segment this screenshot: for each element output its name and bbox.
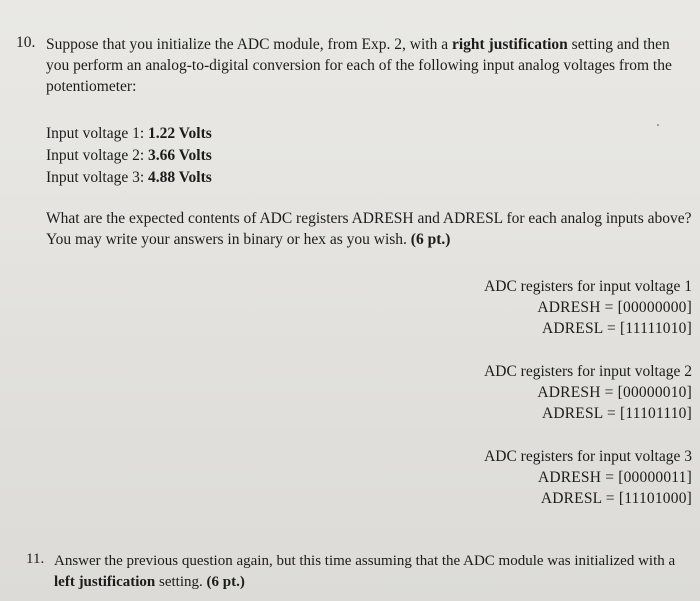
question-11-emphasis: left justification <box>54 574 156 590</box>
answer-block-voltage-1 <box>432 276 692 339</box>
answer-title: ADC registers for input voltage 2 <box>484 363 692 380</box>
input-voltage-list <box>46 123 212 189</box>
question-11-text <box>54 551 694 593</box>
question-10-text-part1: Suppose that you initialize the ADC module, from Exp. 2, with a <box>46 36 452 53</box>
question-10-emphasis: right justification <box>451 36 568 53</box>
question-11-points: (6 pt.) <box>206 574 245 590</box>
input-voltage-1 <box>46 123 212 145</box>
adresh-value: ADRESH = [00000000] <box>537 299 692 316</box>
question-10-text <box>46 34 694 97</box>
adresl-value: ADRESL = [11111010] <box>541 320 692 337</box>
question-11-number: 11. <box>26 551 45 567</box>
input-voltage-value: 1.22 Volts <box>148 125 212 142</box>
input-voltage-value: 4.88 Volts <box>148 169 212 186</box>
question-10-number: 10. <box>16 34 36 51</box>
register-question <box>46 208 694 250</box>
input-voltage-2 <box>46 145 212 167</box>
adresh-value: ADRESH = [00000010] <box>537 384 692 401</box>
answer-title: ADC registers for input voltage 3 <box>484 448 692 465</box>
input-voltage-3 <box>46 167 212 189</box>
question-11-text-part1: Answer the previous question again, but this time assuming that the ADC module was initialized with a <box>54 553 676 569</box>
adresl-value: ADRESL = [11101110] <box>541 405 692 422</box>
register-question-text: What are the expected contents of ADC registers ADRESH and ADRESL for each analog inputs above? You may write your answers in binary or hex as you wish. <box>46 210 692 248</box>
answer-title: ADC registers for input voltage 1 <box>484 278 692 295</box>
register-question-points: (6 pt.) <box>410 231 451 248</box>
answer-section <box>432 276 692 531</box>
question-11-text-part2: setting. <box>155 574 207 590</box>
input-voltage-value: 3.66 Volts <box>148 147 212 164</box>
input-voltage-label: Input voltage 2: <box>46 147 149 164</box>
input-voltage-label: Input voltage 3: <box>46 169 149 186</box>
answer-block-voltage-2 <box>432 361 692 424</box>
input-voltage-label: Input voltage 1: <box>46 125 149 142</box>
adresh-value: ADRESH = [00000011] <box>537 469 692 486</box>
answer-block-voltage-3 <box>432 446 692 509</box>
adresl-value: ADRESL = [11101000] <box>540 490 692 507</box>
paper-speck <box>657 124 659 126</box>
question-10-text-part2: setting and then you perform an analog-to-digital conversion for each of the following input analog voltages from the potentiometer: <box>46 36 672 95</box>
